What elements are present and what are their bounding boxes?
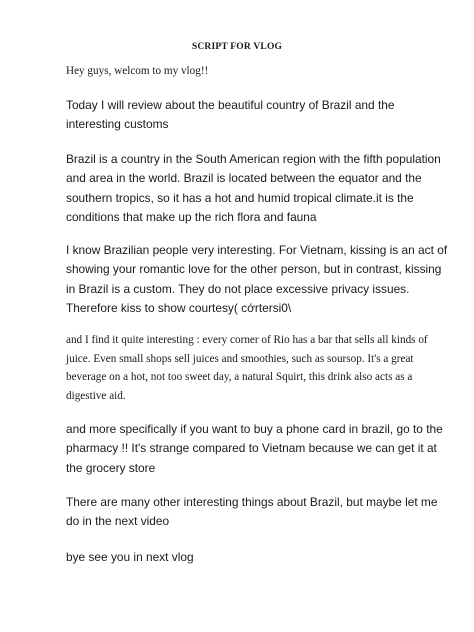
paragraph-line: in Brazil is a custom. They do not place excessive privacy issues. bbox=[66, 281, 410, 296]
intro-paragraph bbox=[66, 96, 426, 135]
closing-paragraph bbox=[66, 548, 426, 567]
paragraph-line: I know Brazilian people very interesting. For Vietnam, kissing is an act of bbox=[66, 243, 448, 257]
brazil-info-paragraph bbox=[66, 150, 441, 227]
paragraph-line: conditions that make up the rich flora and fauna bbox=[66, 209, 317, 224]
paragraph-line: and area in the world. Brazil is located between the equator and the bbox=[66, 171, 422, 186]
juice-paragraph bbox=[66, 331, 426, 405]
paragraph-line: juice. Even small shops sell juices and smoothies, such as soursop. It's a great bbox=[66, 352, 414, 365]
other-things-paragraph bbox=[66, 493, 438, 532]
paragraph-line: interesting customs bbox=[66, 117, 169, 132]
phone-card-paragraph bbox=[66, 420, 443, 478]
closing-line: bye see you in next vlog bbox=[66, 550, 194, 564]
paragraph-line: showing your romantic love for the other person, but in contrast, kissing bbox=[66, 262, 442, 277]
document-title: SCRIPT FOR VLOG bbox=[191, 42, 283, 52]
greeting-line: Hey guys, welcom to my vlog!! bbox=[66, 65, 209, 77]
paragraph-line: southern tropics, so it has a hot and humid tropical climate.it is the bbox=[66, 190, 414, 205]
paragraph-line: do in the next video bbox=[66, 514, 170, 529]
paragraph-line: Today I will review about the beautiful country of Brazil and the bbox=[66, 98, 395, 112]
kissing-paragraph bbox=[66, 241, 448, 318]
greeting-paragraph bbox=[66, 62, 426, 81]
paragraph-line: beverage on a hot, not too sweet day, a natural Squirt, this drink also acts as a bbox=[66, 371, 413, 383]
paragraph-line: Brazil is a country in the South American region with the fifth population bbox=[66, 152, 441, 166]
paragraph-line: and more specifically if you want to buy a phone card in brazil, go to the bbox=[66, 422, 443, 436]
paragraph-line: Therefore kiss to show courtesy( cớrtersi0\ bbox=[66, 300, 292, 315]
paragraph-line: There are many other interesting things about Brazil, but maybe let me bbox=[66, 495, 438, 509]
paragraph-line: and I find it quite interesting : every corner of Rio has a bar that sells all kinds of bbox=[66, 334, 428, 346]
paragraph-line: the grocery store bbox=[66, 460, 156, 475]
paragraph-line: pharmacy !! It's strange compared to Vietnam because we can get it at bbox=[66, 441, 437, 456]
paragraph-line: digestive aid. bbox=[66, 389, 126, 402]
